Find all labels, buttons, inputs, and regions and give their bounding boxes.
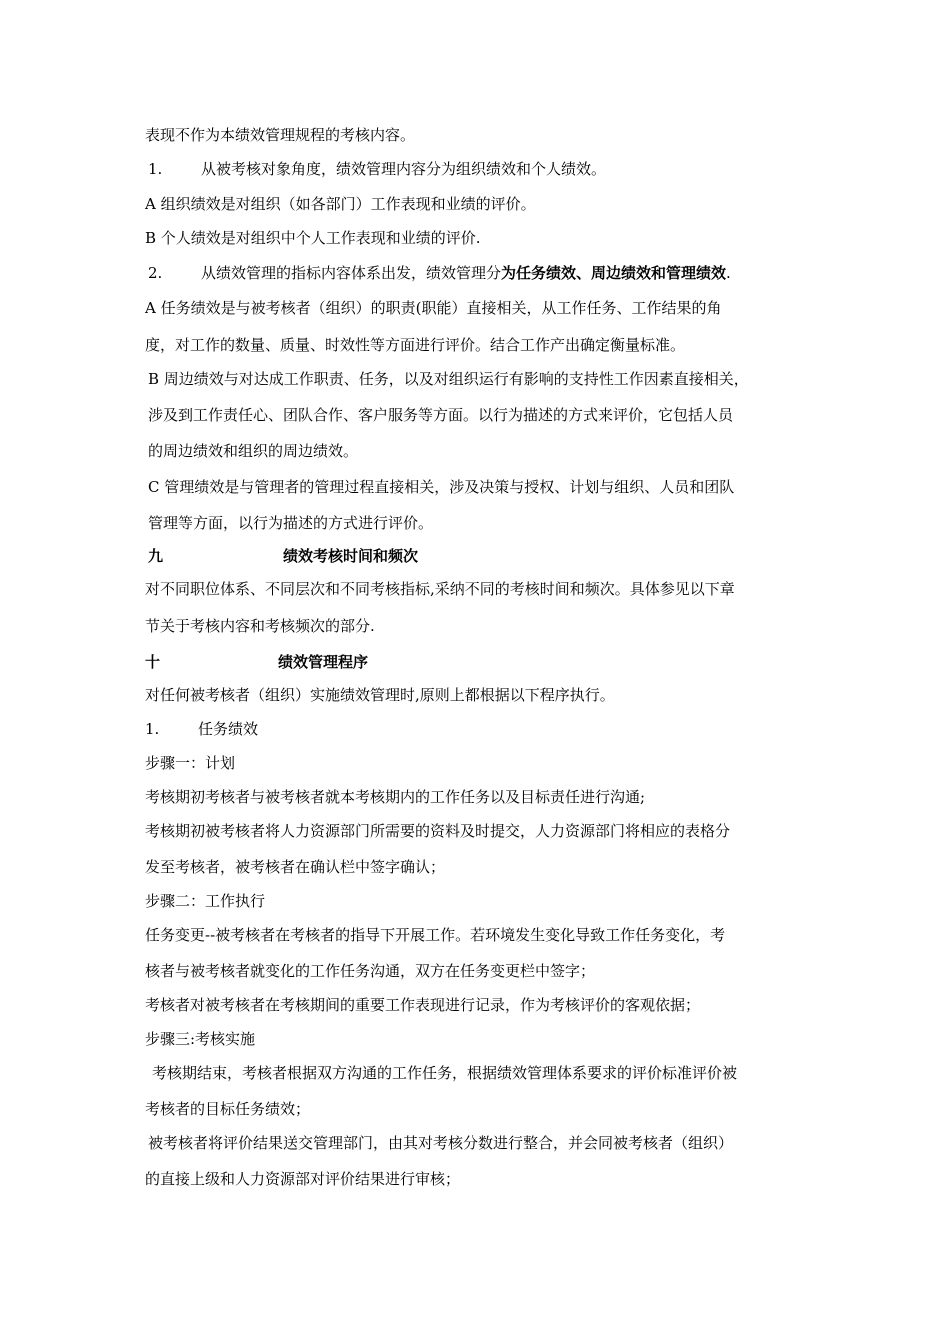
- paragraph-line: B 周边绩效与对达成工作职责、任务，以及对组织运行有影响的支持性工作因素直接相关，: [148, 370, 749, 388]
- step-heading: 步骤三:考核实施: [145, 1030, 256, 1048]
- paragraph-line: 被考核者将评价结果送交管理部门，由其对考核分数进行整合，并会同被考核者（组织）: [148, 1134, 734, 1152]
- paragraph-line: 对不同职位体系、不同层次和不同考核指标,采纳不同的考核时间和频次。具体参见以下章: [145, 580, 735, 598]
- item-text: 从被考核对象角度，绩效管理内容分为组织绩效和个人绩效。: [201, 160, 607, 178]
- paragraph-line: 的直接上级和人力资源部对评价结果进行审核；: [145, 1170, 461, 1188]
- numbered-item: [148, 159, 606, 179]
- paragraph-line: 节关于考核内容和考核频次的部分.: [145, 617, 375, 635]
- item-text: 从绩效管理的指标内容体系出发，绩效管理分: [201, 264, 502, 282]
- paragraph-line: A 组织绩效是对组织（如各部门）工作表现和业绩的评价。: [145, 195, 536, 213]
- section-heading-9: [148, 546, 418, 566]
- paragraph-line: 管理等方面，以行为描述的方式进行评价。: [148, 514, 434, 532]
- numbered-item: [145, 719, 258, 739]
- paragraph-line: 的周边绩效和组织的周边绩效。: [148, 442, 359, 460]
- item-number: 2.: [148, 264, 163, 282]
- numbered-item: [148, 263, 731, 283]
- paragraph-line: 任务变更--被考核者在考核者的指导下开展工作。若环境发生变化导致工作任务变化，考: [145, 926, 726, 944]
- step-heading: 步骤二：工作执行: [145, 892, 266, 910]
- item-text-end: .: [726, 264, 731, 282]
- paragraph-line: 度，对工作的数量、质量、时效性等方面进行评价。结合工作产出确定衡量标准。: [145, 336, 686, 354]
- paragraph-line: 对任何被考核者（组织）实施绩效管理时,原则上都根据以下程序执行。: [145, 686, 615, 704]
- section-title: 绩效考核时间和频次: [283, 547, 419, 565]
- paragraph-line: 考核者对被考核者在考核期间的重要工作表现进行记录，作为考核评价的客观依据；: [145, 996, 701, 1014]
- paragraph-line: C 管理绩效是与管理者的管理过程直接相关，涉及决策与授权、计划与组织、人员和团队: [148, 478, 735, 496]
- section-number: 十: [145, 653, 161, 671]
- section-number: 九: [148, 547, 164, 565]
- paragraph-line: 考核期初考核者与被考核者就本考核期内的工作任务以及目标责任进行沟通;: [145, 788, 646, 806]
- paragraph-line: 考核者的目标任务绩效；: [145, 1100, 311, 1118]
- paragraph-line: 核者与被考核者就变化的工作任务沟通，双方在任务变更栏中签字；: [145, 962, 596, 980]
- section-heading-10: [145, 652, 368, 672]
- item-text: 任务绩效: [198, 720, 259, 738]
- step-heading: 步骤一：计划: [145, 754, 236, 772]
- paragraph-line: 发至考核者，被考核者在确认栏中签字确认；: [145, 858, 446, 876]
- item-number: 1.: [145, 720, 160, 738]
- item-number: 1.: [148, 160, 163, 178]
- paragraph-line: 涉及到工作责任心、团队合作、客户服务等方面。以行为描述的方式来评价，它包括人员: [148, 406, 734, 424]
- paragraph-line: B 个人绩效是对组织中个人工作表现和业绩的评价.: [145, 229, 481, 247]
- paragraph-line: 表现不作为本绩效管理规程的考核内容。: [145, 126, 416, 144]
- section-title: 绩效管理程序: [278, 653, 369, 671]
- paragraph-line: A 任务绩效是与被考核者（组织）的职责(职能）直接相关，从工作任务、工作结果的角: [145, 299, 722, 317]
- paragraph-line: 考核期初被考核者将人力资源部门所需要的资料及时提交，人力资源部门将相应的表格分: [145, 822, 731, 840]
- item-text-bold: 为任务绩效、周边绩效和管理绩效: [501, 264, 727, 282]
- paragraph-line: 考核期结束，考核者根据双方沟通的工作任务，根据绩效管理体系要求的评价标准评价被: [152, 1064, 738, 1082]
